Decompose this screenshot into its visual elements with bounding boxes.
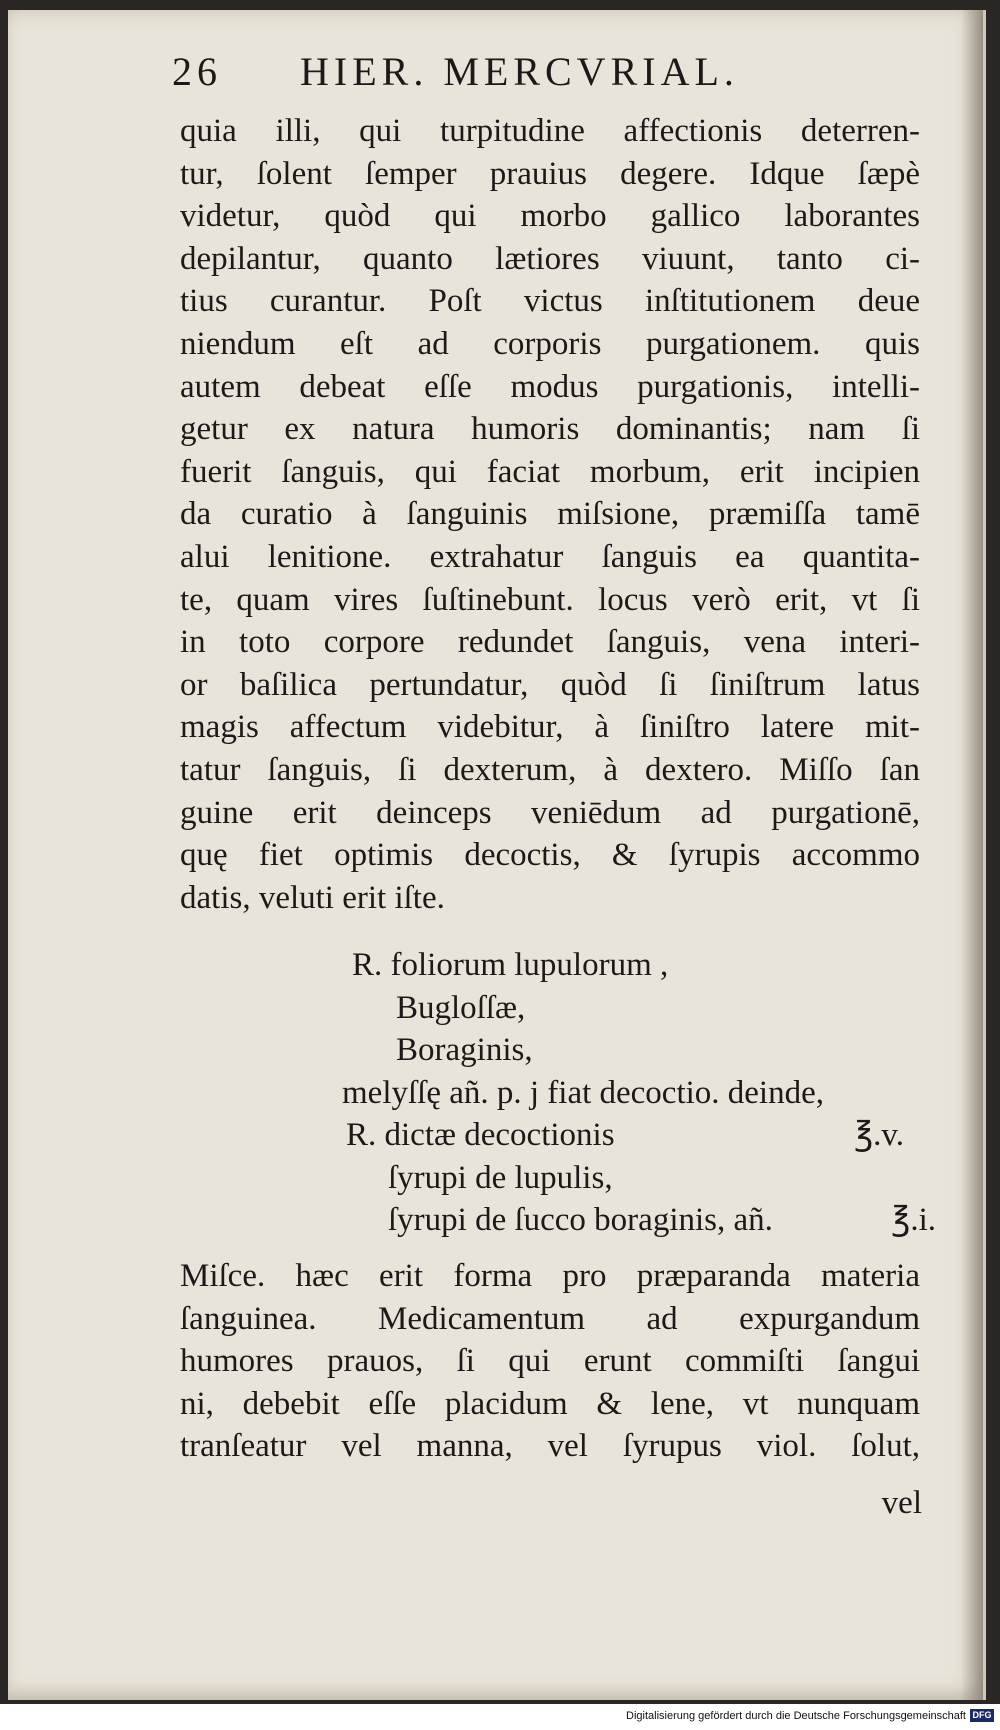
- text-line: in toto corpore redundet ſanguis, vena interi-: [180, 624, 920, 661]
- recipe-ingredient: Boraginis,: [396, 1032, 533, 1068]
- recipe-line: [352, 1157, 932, 1200]
- text-line: alui lenitione. extrahatur ſanguis ea quantita-: [180, 538, 920, 575]
- recipe-line: [352, 944, 932, 987]
- text-line: tius curantur. Poſt victus inſtitutionem deue: [180, 283, 920, 320]
- text-line: te, quam vires ſuſtinebunt. locus verò erit, vt ſi: [180, 581, 920, 618]
- text-line: fuerit ſanguis, qui faciat morbum, erit incipien: [180, 453, 920, 490]
- recipe-line: [352, 1199, 936, 1242]
- recipe-line: [346, 1114, 932, 1157]
- recipe-line: [352, 1029, 932, 1072]
- recipe-dose: ℥.v.: [854, 1117, 904, 1153]
- dfg-logo: DFG: [970, 1709, 994, 1722]
- recipe-ingredient: ſyrupi de lupulis,: [388, 1159, 613, 1196]
- recipe-line: [342, 1072, 932, 1115]
- text-line: ſanguinea. Medicamentum ad expurgandum: [180, 1300, 920, 1337]
- text-line: tatur ſanguis, ſi dexterum, à dextero. Miſſo ſan: [180, 751, 920, 788]
- text-line: getur ex natura humoris dominantis; nam ſi: [180, 411, 920, 448]
- text-line: datis, veluti erit iſte.: [180, 879, 445, 916]
- text-line: niendum eſt ad corporis purgationem. quis: [180, 325, 920, 362]
- text-line: autem debeat eſſe modus purgationis, intelli-: [180, 368, 920, 405]
- text-line: videtur, quòd qui morbo gallico laborantes: [180, 198, 920, 235]
- recipe-ingredient: R. foliorum lupulorum ,: [352, 947, 669, 983]
- text-line: humores prauos, ſi qui erunt commiſti ſangui: [180, 1343, 920, 1380]
- text-line: quę fiet optimis decoctis, & ſyrupis accommo: [180, 837, 920, 874]
- text-line: quia illi, qui turpitudine affectionis deterren-: [180, 113, 920, 149]
- body-text-block-2: [180, 1255, 920, 1468]
- catchword: vel: [881, 1485, 922, 1521]
- recipe-ingredient: ſyrupi de ſucco boraginis, añ.: [388, 1202, 773, 1238]
- text-line: da curatio à ſanguinis miſsione, præmiſſa tamē: [180, 496, 920, 533]
- text-line: magis affectum videbitur, à ſiniſtro latere mit-: [180, 709, 920, 746]
- text-line: ni, debebit eſſe placidum & lene, vt nunquam: [180, 1385, 920, 1422]
- text-line: Miſce. hæc erit forma pro præparanda materia: [180, 1258, 920, 1294]
- recipe-line: [352, 987, 932, 1030]
- recipe-ingredient: R. dictæ decoctionis: [346, 1117, 615, 1153]
- recipe-dose: ℥.i.: [891, 1202, 936, 1238]
- text-line: tur, ſolent ſemper prauius degere. Idque ſæpè: [180, 155, 920, 192]
- running-title: HIER. MERCVRIAL.: [300, 49, 739, 94]
- text-line: tranſeatur vel manna, vel ſyrupus viol. ſolut,: [180, 1428, 920, 1465]
- funding-credit: Digitalisierung gefördert durch die Deutsche Forschungsgemeinschaft: [626, 1710, 966, 1722]
- running-head: [172, 48, 739, 95]
- page-gutter-shadow: [961, 10, 983, 1700]
- page-number: 26: [172, 49, 222, 94]
- text-line: depilantur, quanto lætiores viuunt, tanto ci-: [180, 240, 920, 277]
- text-line: or baſilica pertundatur, quòd ſi ſiniſtrum latus: [180, 666, 920, 703]
- recipe-block: [342, 944, 936, 1242]
- recipe-ingredient: Bugloſſæ,: [396, 989, 526, 1026]
- body-text-block: [180, 110, 920, 919]
- recipe-ingredient: melyſſę añ. p. j fiat decoctio. deinde,: [342, 1074, 824, 1111]
- text-line: guine erit deinceps veniēdum ad purgationē,: [180, 794, 920, 831]
